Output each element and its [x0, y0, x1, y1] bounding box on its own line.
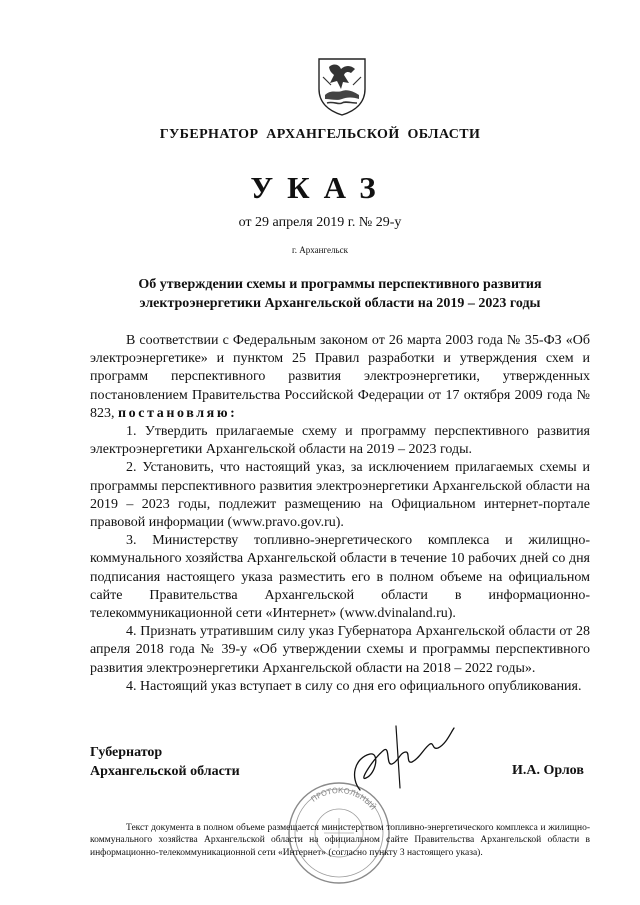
date-and-number: от 29 апреля 2019 г. № 29-у [238, 215, 402, 230]
preamble-paragraph [90, 332, 590, 423]
footnote-text: Текст документа в полном объеме размещается министерством топливно-энергетического комплекса и жилищно-коммунального хозяйства Архангельской области на официальном сайте Правительства Архангельской области в информационно-телекоммуникационной сети «Интернет» (согласно пункту 3 настоящего указа). [90, 823, 590, 858]
handwritten-signature [340, 718, 460, 798]
clause-paragraph: 3. Министерству топливно-энергетического комплекса и жилищно-коммунального хозяйства Архангельской области в течение 10 рабочих дней со дня подписания настоящего указа разместить его в полном объеме на официальном сайте Правительства Архангельской области в информационно-телекоммуникационной сети «Интернет» (www.dvinaland.ru). [90, 533, 590, 622]
arkhangelsk-coat-of-arms-icon [315, 55, 369, 117]
preamble-text: В соответствии с Федеральным законом от 26 марта 2003 года № 35-ФЗ «Об электроэнергетике» и пунктом 25 Правил разработки и утверждения схем и программ перспективного развития электроэнергетики, утвержденных постановлением Правительства Российской Федерации от 17 октября 2009 года № 823, [90, 333, 590, 421]
decree-title [70, 276, 610, 313]
decree-body [90, 332, 590, 696]
footnote [90, 822, 590, 859]
signatory-name: И.А. Орлов [512, 763, 584, 778]
signatory-position-line: Архангельской области [90, 763, 240, 779]
clause-paragraph: 2. Установить, что настоящий указ, за исключением прилагаемых схемы и программы перспективного развития электроэнергетики Архангельской области на 2019 – 2023 годы, подлежит размещению на Официальном интернет-портале правовой информации (www.pravo.gov.ru). [90, 460, 590, 531]
place-of-issue: г. Архангельск [292, 245, 348, 255]
decree-word: постановляю: [118, 405, 238, 421]
clause-paragraph: 4. Настоящий указ вступает в силу со дня его официального опубликования. [126, 678, 582, 694]
clause-paragraph: 4. Признать утратившим силу указ Губернатора Архангельской области от 28 апреля 2018 года № 39-у «Об утверждении схемы и программы перспективного развития электроэнергетики Архангельской области на 2018 – 2022 годы». [90, 624, 590, 676]
clause-paragraph: 1. Утвердить прилагаемые схему и программу перспективного развития электроэнергетики Архангельской области на 2019 – 2023 годы. [90, 424, 590, 458]
decree-title-line: электроэнергетики Архангельской области на 2019 – 2023 годы [139, 295, 541, 311]
signatory-position-line: Губернатор [90, 745, 163, 760]
stamp-text: ПРОТОКОЛЬНЫЙ [309, 785, 378, 812]
signatory-position [90, 744, 240, 781]
decree-title-line: Об утверждении схемы и программы перспективного развития [138, 277, 542, 292]
issuer-heading: ГУБЕРНАТОР АРХАНГЕЛЬСКОЙ ОБЛАСТИ [159, 127, 481, 142]
document-type-title: УКАЗ [250, 170, 390, 205]
